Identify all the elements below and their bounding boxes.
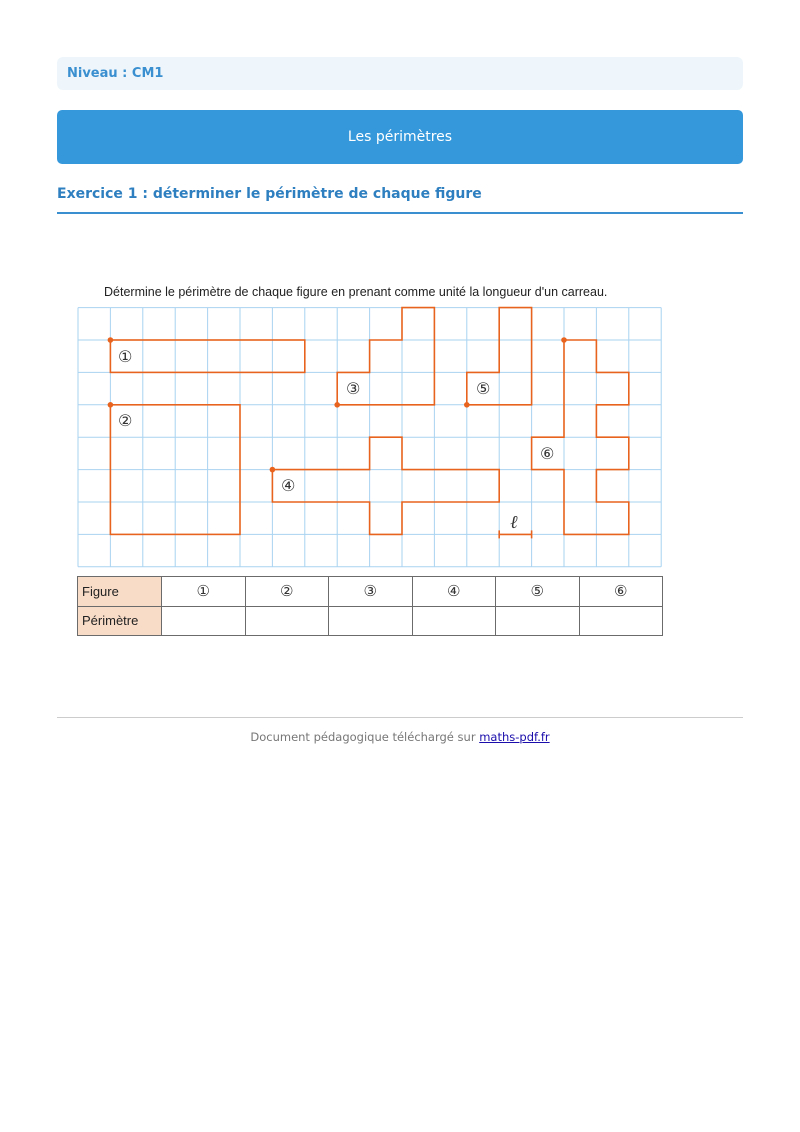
figure-2-label: ②	[118, 411, 133, 430]
perimeter-row-header: Périmètre	[78, 606, 162, 636]
perimeter-answer-cell[interactable]	[412, 606, 496, 636]
answer-table	[77, 576, 663, 636]
footer-divider	[57, 717, 743, 718]
table-cell-figure: ①	[162, 577, 246, 607]
figure-5-label: ⑤	[476, 379, 491, 398]
page-title-banner	[57, 110, 743, 164]
perimeter-answer-cell[interactable]	[162, 606, 246, 636]
table-cell-figure: ②	[245, 577, 329, 607]
exercise-divider	[57, 212, 743, 214]
perimeter-answer-cell[interactable]	[329, 606, 413, 636]
figure-4-outline	[272, 437, 499, 534]
perimeter-answer-cell[interactable]	[496, 606, 580, 636]
figure-4-label: ④	[281, 476, 296, 495]
unit-length-label: ℓ	[510, 512, 518, 533]
table-cell-figure: ③	[329, 577, 413, 607]
figure-3-label: ③	[346, 379, 361, 398]
footer-text: Document pédagogique téléchargé sur	[250, 730, 476, 744]
page-title: Les périmètres	[347, 129, 453, 145]
table-row	[78, 577, 663, 607]
exercise-title: Exercice 1 : déterminer le périmètre de chaque figure	[57, 186, 482, 202]
perimeter-answer-cell[interactable]	[245, 606, 329, 636]
table-cell-figure: ⑤	[496, 577, 580, 607]
figure-row-header: Figure	[78, 577, 162, 607]
footer-link[interactable]: maths-pdf.fr	[479, 730, 550, 744]
figure-6-label: ⑥	[540, 444, 555, 463]
footer	[57, 730, 743, 744]
level-label: Niveau : CM1	[67, 66, 164, 81]
table-cell-figure: ⑥	[579, 577, 663, 607]
table-cell-figure: ④	[412, 577, 496, 607]
level-banner	[57, 57, 743, 90]
table-row	[78, 606, 663, 636]
grid-drawing	[70, 280, 680, 580]
exercise-instruction: Détermine le périmètre de chaque figure en prenant comme unité la longueur d'un carreau.	[104, 285, 608, 299]
figure-1-label: ①	[118, 347, 133, 366]
perimeter-answer-cell[interactable]	[579, 606, 663, 636]
